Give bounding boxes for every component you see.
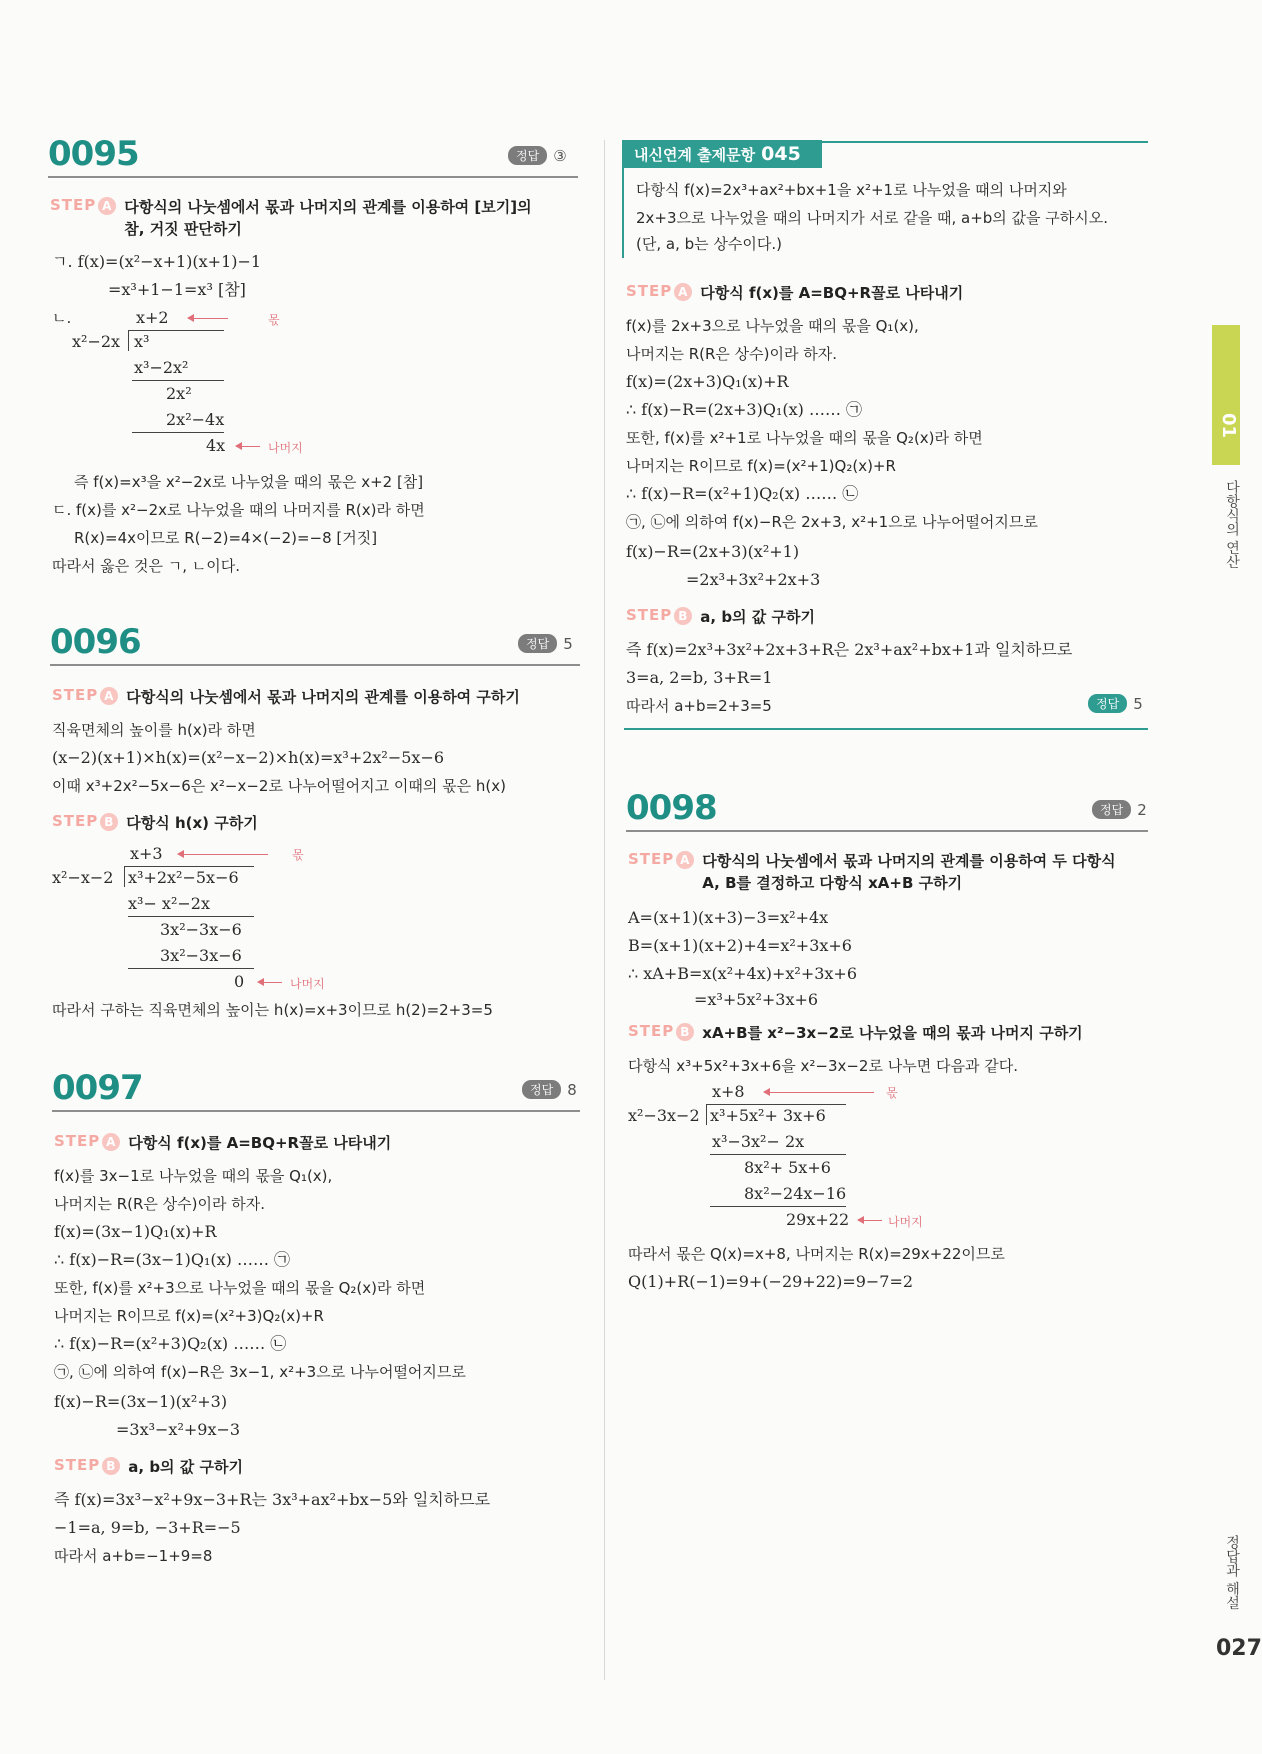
text-line: 즉 f(x)=3x³−x²+9x−3+R는 3x³+ax²+bx−5와 일치하므로: [54, 1490, 491, 1509]
remainder-arrow-icon: [858, 1220, 882, 1221]
problem-number-0097: 0097: [52, 1068, 143, 1108]
reference-rule: [822, 141, 1148, 143]
division-divisor: x²−x−2: [52, 868, 114, 887]
reference-box-edge: [622, 168, 624, 258]
column-separator: [604, 140, 605, 1680]
text-line: f(x)=(3x−1)Q₁(x)+R: [54, 1222, 217, 1241]
page-number: 027: [1216, 1636, 1262, 1661]
answer-value: ③: [553, 146, 567, 165]
text-line: −1=a, 9=b, −3+R=−5: [54, 1518, 241, 1537]
text-line: ㄴ.: [52, 309, 72, 327]
answer-value: 8: [567, 1080, 577, 1099]
problem-number-0096: 0096: [50, 622, 141, 662]
division-row: x³−3x²− 2x: [712, 1132, 805, 1151]
step-a-0096: [52, 686, 572, 708]
text-line: 즉 f(x)=x³을 x²−2x로 나누었을 때의 몫은 x+2 [참]: [74, 473, 424, 491]
division-remainder: 29x+22: [786, 1210, 850, 1229]
chapter-tab: 01: [1212, 325, 1240, 465]
division-underline: [710, 1154, 846, 1155]
text-line: f(x)−R=(3x−1)(x²+3): [54, 1392, 228, 1411]
answer-value: 5: [563, 634, 573, 653]
division-row: x³−2x²: [134, 358, 189, 377]
step-b-045: [626, 606, 1146, 628]
quotient-arrow-icon: [178, 854, 268, 855]
quotient-arrow-icon: [764, 1092, 874, 1093]
step-description: 다항식의 나눗셈에서 몫과 나머지의 관계를 이용하여 두 다항식 A, B를 결정하고 다항식 xA+B 구하기: [702, 852, 1116, 892]
division-row: 2x²−4x: [166, 410, 225, 429]
answer-badge: 정답: [1088, 694, 1127, 713]
text-line: =x³+1−1=x³ [참]: [108, 280, 246, 299]
remainder-tag: 나머지: [268, 441, 303, 455]
text-line: 즉 f(x)=2x³+3x²+2x+3+R은 2x³+ax²+bx+1과 일치하므로: [626, 640, 1073, 659]
problem-number-0098: 0098: [626, 788, 717, 828]
answer-badge: 정답: [508, 146, 547, 165]
step-description: xA+B를 x²−3x−2로 나누었을 때의 몫과 나머지 구하기: [702, 1024, 1083, 1042]
division-divisor: x²−2x: [72, 332, 121, 351]
question-line: 2x+3으로 나누었을 때의 나머지가 서로 같을 때, a+b의 값을 구하시오.: [636, 209, 1109, 227]
text-line: 나머지는 R이므로 f(x)=(x²+3)Q₂(x)+R: [54, 1307, 324, 1325]
chapter-title: 다항식의 연산: [1224, 480, 1240, 569]
answer-0097: [522, 1080, 577, 1099]
step-label: STEP B: [54, 1456, 120, 1475]
step-description: a, b의 값 구하기: [700, 608, 815, 626]
problem-number-0095: 0095: [48, 134, 139, 174]
step-label: STEP A: [628, 850, 694, 869]
answer-badge: 정답: [522, 1080, 561, 1099]
text-line: B=(x+1)(x+2)+4=x²+3x+6: [628, 936, 852, 955]
step-description: 다항식 f(x)를 A=BQ+R꼴로 나타내기: [128, 1134, 392, 1152]
step-description: 다항식 f(x)를 A=BQ+R꼴로 나타내기: [700, 284, 964, 302]
remainder-tag: 나머지: [290, 977, 325, 991]
division-dividend: x³: [134, 332, 150, 351]
text-line: 직육면체의 높이를 h(x)라 하면: [52, 721, 256, 739]
division-quotient: x+3: [130, 844, 163, 863]
text-line: 이때 x³+2x²−5x−6은 x²−x−2로 나누어떨어지고 이때의 몫은 h(x): [52, 777, 506, 795]
answer-0095: [508, 146, 567, 165]
text-line: 따라서 a+b=2+3=5: [626, 697, 772, 715]
step-label: STEP B: [626, 606, 692, 625]
problem-rule-0098: [626, 830, 1148, 832]
answer-045: [1088, 694, 1143, 713]
problem-rule-0096: [50, 664, 580, 666]
text-line: 따라서 옳은 것은 ㄱ, ㄴ이다.: [52, 557, 240, 575]
text-line: =2x³+3x²+2x+3: [686, 570, 821, 589]
text-line: f(x)를 3x−1로 나누었을 때의 몫을 Q₁(x),: [54, 1167, 333, 1185]
question-line: (단, a, b는 상수이다.): [636, 235, 782, 253]
division-remainder: 0: [234, 972, 245, 991]
step-label: STEP B: [628, 1022, 694, 1041]
text-line: A=(x+1)(x+3)−3=x²+4x: [628, 908, 829, 927]
step-description: a, b의 값 구하기: [128, 1458, 243, 1476]
problem-rule-0097: [52, 1110, 580, 1112]
answer-badge: 정답: [1092, 800, 1131, 819]
step-a-045: [626, 282, 1146, 304]
answer-0096: [518, 634, 573, 653]
text-line: ∴ xA+B=x(x²+4x)+x²+3x+6: [628, 964, 858, 983]
text-line: ㄱ. f(x)=(x²−x+1)(x+1)−1: [52, 252, 262, 271]
remainder-arrow-icon: [236, 446, 260, 447]
division-row: 3x²−3x−6: [160, 920, 242, 939]
division-row: 3x²−3x−6: [160, 946, 242, 965]
text-line: 나머지는 R(R은 상수)이라 하자.: [626, 345, 838, 363]
division-dividend: x³+2x²−5x−6: [128, 868, 239, 887]
division-underline: [132, 380, 224, 381]
text-line: =x³+5x²+3x+6: [694, 990, 819, 1009]
text-line: 따라서 a+b=−1+9=8: [54, 1547, 213, 1565]
division-divisor: x²−3x−2: [628, 1106, 700, 1125]
answer-badge: 정답: [518, 634, 557, 653]
quotient-tag: 몫: [268, 313, 280, 327]
division-underline: [128, 968, 254, 969]
step-b-0096: [52, 812, 572, 834]
division-bracket: [124, 867, 125, 887]
answer-value: 2: [1137, 800, 1147, 819]
text-line: ㉠, ㉡에 의하여 f(x)−R은 3x−1, x²+3으로 나누어떨어지므로: [54, 1363, 466, 1381]
division-dividend: x³+5x²+ 3x+6: [710, 1106, 826, 1125]
remainder-tag: 나머지: [888, 1215, 923, 1229]
step-description: 다항식의 나눗셈에서 몫과 나머지의 관계를 이용하여 [보기]의 참, 거짓 판단하기: [124, 198, 532, 238]
step-b-0098: [628, 1022, 1148, 1044]
step-description: 다항식의 나눗셈에서 몫과 나머지의 관계를 이용하여 구하기: [126, 688, 520, 706]
division-quotient: x+8: [712, 1082, 745, 1101]
answer-value: 5: [1133, 694, 1143, 713]
division-bar: [706, 1104, 846, 1105]
text-line: ㄷ. f(x)를 x²−2x로 나누었을 때의 나머지를 R(x)라 하면: [52, 501, 425, 519]
text-line: ㉠, ㉡에 의하여 f(x)−R은 2x+3, x²+1으로 나누어떨어지므로: [626, 513, 1038, 531]
step-b-0097: [54, 1456, 574, 1478]
text-line: 또한, f(x)를 x²+3으로 나누었을 때의 몫을 Q₂(x)라 하면: [54, 1279, 426, 1297]
remainder-arrow-icon: [258, 982, 282, 983]
division-underline: [128, 916, 254, 917]
problem-rule-0095: [48, 176, 578, 178]
text-line: =3x³−x²+9x−3: [116, 1420, 241, 1439]
text-line: ∴ f(x)−R=(2x+3)Q₁(x) …… ㉠: [626, 400, 863, 419]
text-line: 나머지는 R이므로 f(x)=(x²+1)Q₂(x)+R: [626, 457, 896, 475]
text-line: 나머지는 R(R은 상수)이라 하자.: [54, 1195, 266, 1213]
quotient-tag: 몫: [886, 1086, 898, 1100]
text-line: f(x)=(2x+3)Q₁(x)+R: [626, 372, 789, 391]
division-bar: [124, 866, 254, 867]
division-row: x³− x²−2x: [128, 894, 210, 913]
step-label: STEP A: [52, 686, 118, 705]
text-line: (x−2)(x+1)×h(x)=(x²−x−2)×h(x)=x³+2x²−5x−6: [52, 748, 445, 767]
division-row: 8x²+ 5x+6: [744, 1158, 831, 1177]
text-line: ∴ f(x)−R=(3x−1)Q₁(x) …… ㉠: [54, 1250, 291, 1269]
text-line: Q(1)+R(−1)=9+(−29+22)=9−7=2: [628, 1272, 914, 1291]
text-line: 3=a, 2=b, 3+R=1: [626, 668, 773, 687]
quotient-tag: 몫: [292, 848, 304, 862]
text-line: f(x)를 2x+3으로 나누었을 때의 몫을 Q₁(x),: [626, 317, 919, 335]
division-row: 8x²−24x−16: [744, 1184, 847, 1203]
division-underline: [132, 432, 224, 433]
section-label: 정답과 해설: [1224, 1535, 1240, 1610]
question-line: 다항식 f(x)=2x³+ax²+bx+1을 x²+1로 나누었을 때의 나머지와: [636, 181, 1067, 199]
text-line: R(x)=4x이므로 R(−2)=4×(−2)=−8 [거짓]: [74, 529, 378, 547]
text-line: ∴ f(x)−R=(x²+1)Q₂(x) …… ㉡: [626, 484, 859, 503]
division-remainder: 4x: [206, 436, 226, 455]
quotient-arrow-icon: [188, 318, 228, 319]
reference-problem-header: 내신연계 출제문항 045: [622, 140, 822, 168]
reference-bottom-rule: [624, 728, 1148, 730]
step-a-0097: [54, 1132, 574, 1154]
text-line: 다항식 x³+5x²+3x+6을 x²−3x−2로 나누면 다음과 같다.: [628, 1057, 1018, 1075]
text-line: 따라서 몫은 Q(x)=x+8, 나머지는 R(x)=29x+22이므로: [628, 1245, 1005, 1263]
step-label: STEP B: [52, 812, 118, 831]
division-bracket: [128, 331, 129, 351]
step-a-0095: [50, 196, 570, 240]
division-row: 2x²: [166, 384, 192, 403]
step-label: STEP A: [50, 196, 116, 215]
division-bracket: [706, 1105, 707, 1125]
text-line: 따라서 구하는 직육면체의 높이는 h(x)=x+3이므로 h(2)=2+3=5: [52, 1001, 493, 1019]
step-a-0098: [628, 850, 1148, 894]
text-line: ∴ f(x)−R=(x²+3)Q₂(x) …… ㉡: [54, 1334, 287, 1353]
division-quotient: x+2: [136, 308, 169, 327]
text-line: 또한, f(x)를 x²+1로 나누었을 때의 몫을 Q₂(x)라 하면: [626, 429, 983, 447]
answer-0098: [1092, 800, 1147, 819]
step-label: STEP A: [54, 1132, 120, 1151]
step-description: 다항식 h(x) 구하기: [126, 814, 258, 832]
text-line: f(x)−R=(2x+3)(x²+1): [626, 542, 800, 561]
step-label: STEP A: [626, 282, 692, 301]
division-bar: [128, 330, 224, 331]
division-underline: [710, 1206, 846, 1207]
